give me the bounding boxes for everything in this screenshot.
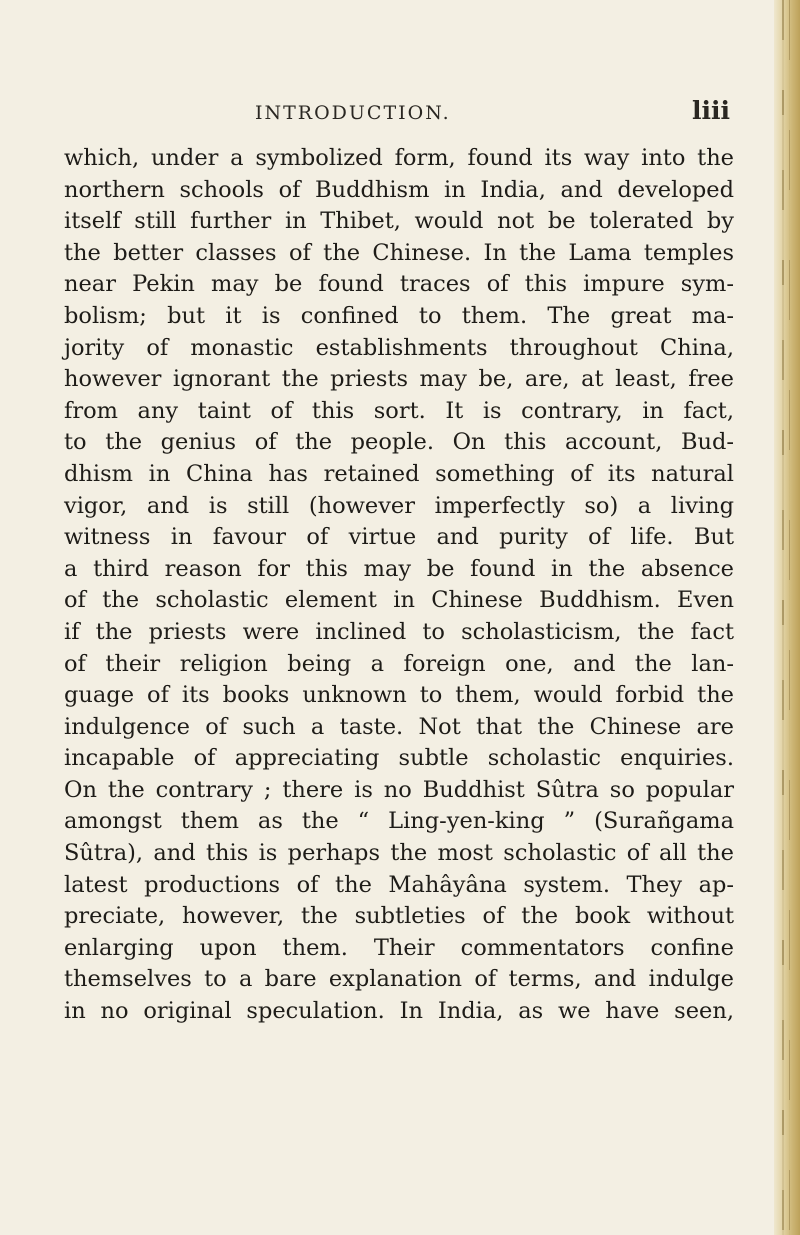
page-header — [40, 96, 780, 126]
text-line: Sûtra), and this is perhaps the most scholastic of all the — [64, 840, 734, 867]
running-head: INTRODUCTION. — [255, 102, 451, 124]
text-line: in no original speculation. In India, as we have seen, — [64, 998, 734, 1025]
text-line: to the genius of the people. On this account, Bud- — [64, 429, 734, 456]
page-edge — [774, 0, 800, 1235]
text-line: preciate, however, the subtleties of the book without — [64, 903, 734, 930]
text-line: indulgence of such a taste. Not that the Chinese are — [64, 713, 734, 740]
text-line: witness in favour of virtue and purity of life. But — [64, 524, 734, 551]
text-line: from any taint of this sort. It is contrary, in fact, — [64, 397, 734, 424]
text-line: itself still further in Thibet, would not be tolerated by — [64, 208, 734, 235]
text-line: of their religion being a foreign one, and the lan- — [64, 650, 734, 677]
text-line: latest productions of the Mahâyâna system. They ap- — [64, 871, 734, 898]
text-line: northern schools of Buddhism in India, and developed — [64, 176, 734, 203]
text-line: vigor, and is still (however imperfectly so) a living — [64, 492, 734, 519]
text-line: incapable of appreciating subtle scholastic enquiries. — [64, 745, 734, 772]
text-line: of the scholastic element in Chinese Buddhism. Even — [64, 587, 734, 614]
text-line: near Pekin may be found traces of this impure sym- — [64, 271, 734, 298]
text-line: the better classes of the Chinese. In the Lama temples — [64, 239, 734, 266]
text-line: enlarging upon them. Their commentators confine — [64, 934, 734, 961]
text-line: dhism in China has retained something of its natural — [64, 460, 734, 487]
text-line: themselves to a bare explanation of terms, and indulge — [64, 966, 734, 993]
body-text — [64, 143, 734, 1028]
text-line: bolism; but it is confined to them. The great ma- — [64, 302, 734, 329]
text-line: which, under a symbolized form, found its way into the — [64, 145, 734, 171]
page-number: liii — [692, 96, 730, 125]
text-line: jority of monastic establishments throughout China, — [64, 334, 734, 361]
text-line: guage of its books unknown to them, would forbid the — [64, 682, 734, 709]
text-line: a third reason for this may be found in the absence — [64, 555, 734, 582]
text-line: amongst them as the “ Ling-yen-king ” (Surañgama — [64, 808, 734, 835]
text-line: if the priests were inclined to scholasticism, the fact — [64, 618, 734, 645]
text-line: however ignorant the priests may be, are, at least, free — [64, 366, 734, 393]
text-line: On the contrary ; there is no Buddhist Sûtra so popular — [64, 776, 734, 803]
